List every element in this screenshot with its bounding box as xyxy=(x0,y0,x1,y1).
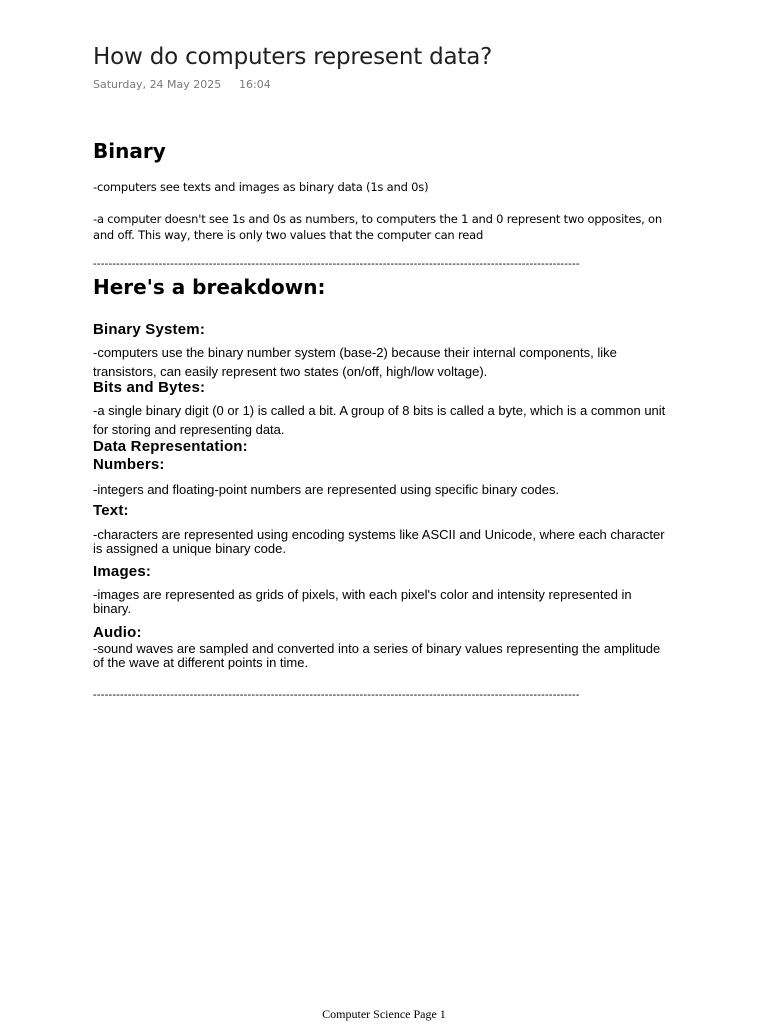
binary-system-heading: Binary System: xyxy=(93,321,206,338)
page-title: How do computers represent data? xyxy=(93,44,493,70)
text-heading: Text: xyxy=(93,502,129,519)
page-date: Saturday, 24 May 2025 xyxy=(93,78,222,91)
page-footer: Computer Science Page 1 xyxy=(322,1007,446,1021)
binary-note-1: -computers see texts and images as binary data (1s and 0s) xyxy=(93,180,429,194)
text-text: -characters are represented using encoding systems like ASCII and Unicode, where each character is assigned a unique binary code. xyxy=(93,527,665,556)
binary-heading: Binary xyxy=(93,139,166,163)
divider-bottom: ------------------------------------------------------------------------------------------------------------------------------ xyxy=(93,689,580,701)
numbers-text: -integers and floating-point numbers are represented using specific binary codes. xyxy=(93,482,560,497)
data-representation-heading: Data Representation: xyxy=(93,438,248,455)
bits-bytes-heading: Bits and Bytes: xyxy=(93,379,206,396)
page-time: 16:04 xyxy=(239,78,271,91)
binary-system-text: -computers use the binary number system (base-2) because their internal components, like transistors, can easily represent two states (on/off, high/low voltage). xyxy=(93,345,617,379)
audio-heading: Audio: xyxy=(93,624,142,641)
numbers-heading: Numbers: xyxy=(93,456,165,473)
bits-bytes-text: -a single binary digit (0 or 1) is called a bit. A group of 8 bits is called a byte, which is a common unit for storing and representing data. xyxy=(93,403,666,437)
binary-note-2: -a computer doesn't see 1s and 0s as numbers, to computers the 1 and 0 represent two opposites, on and off. This way, there is only two values that the computer can read xyxy=(93,212,662,242)
divider-top: ------------------------------------------------------------------------------------------------------------------------------ xyxy=(93,258,580,270)
audio-text: -sound waves are sampled and converted into a series of binary values representing the amplitude of the wave at different points in time. xyxy=(93,641,661,670)
breakdown-heading: Here's a breakdown: xyxy=(93,275,326,299)
images-text: -images are represented as grids of pixels, with each pixel's color and intensity represented in binary. xyxy=(93,587,632,616)
images-heading: Images: xyxy=(93,563,152,580)
